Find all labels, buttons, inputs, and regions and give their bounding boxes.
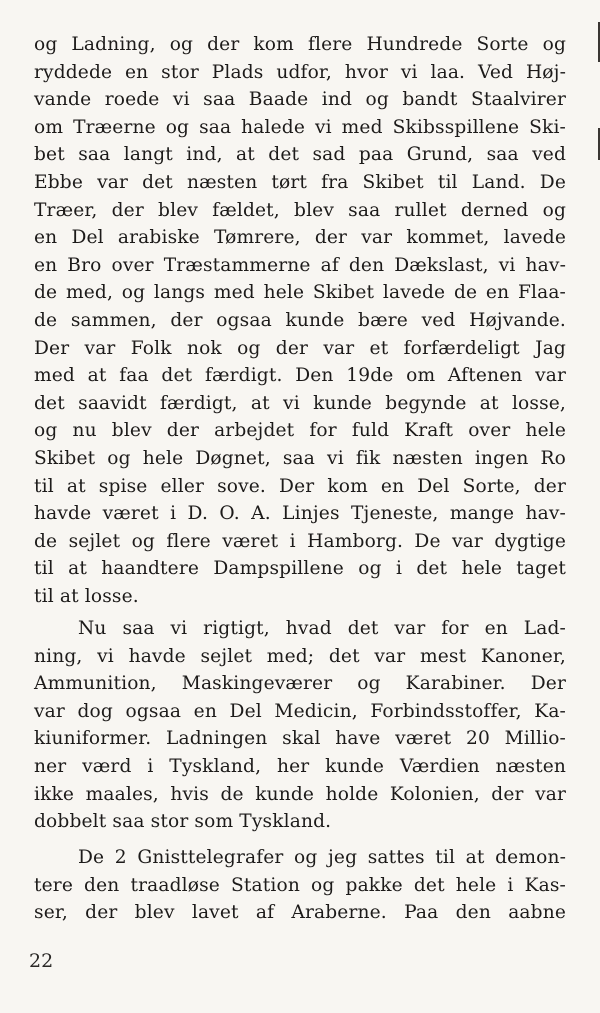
paragraph-3 xyxy=(34,844,566,927)
text-line: ner værd i Tyskland, her kunde Værdien næsten xyxy=(34,755,566,777)
text-line: en Bro over Træstammerne af den Dækslast, vi hav- xyxy=(34,254,566,276)
text-line: til at spise eller sove. Der kom en Del Sorte, der xyxy=(34,475,566,497)
text-line: Ebbe var det næsten tørt fra Skibet til Land. De xyxy=(34,171,566,193)
text-line: ryddede en stor Plads udfor, hvor vi laa. Ved Høj- xyxy=(34,61,566,83)
page-number: 22 xyxy=(29,950,54,972)
text-line: og nu blev der arbejdet for fuld Kraft over hele xyxy=(34,420,566,442)
text-line: ning, vi havde sejlet med; det var mest Kanoner, xyxy=(34,645,566,667)
text-line: det saavidt færdigt, at vi kunde begynde at losse, xyxy=(34,392,566,414)
text-line: Skibet og hele Døgnet, saa vi fik næsten ingen Ro xyxy=(34,447,566,469)
text-line: dobbelt saa stor som Tyskland. xyxy=(34,811,332,833)
text-line: de med, og langs med hele Skibet lavede de en Flaa- xyxy=(34,282,566,304)
text-line: Ammunition, Maskingeværer og Karabiner. Der xyxy=(34,673,566,695)
text-line: med at faa det færdigt. Den 19de om Aftenen var xyxy=(34,365,566,387)
text-line: til at losse. xyxy=(34,585,139,607)
text-line: bet saa langt ind, at det sad paa Grund, saa ved xyxy=(34,144,566,166)
paragraph-2 xyxy=(34,615,566,836)
text-line: om Træerne og saa halede vi med Skibsspillene Ski- xyxy=(34,116,566,138)
text-line: og Ladning, og der kom flere Hundrede Sorte og xyxy=(34,34,566,55)
text-line: kiuniformer. Ladningen skal have været 20 Millio- xyxy=(34,728,566,750)
text-line: Træer, der blev fældet, blev saa rullet derned og xyxy=(34,199,566,221)
text-line: ser, der blev lavet af Araberne. Paa den aabne xyxy=(34,902,566,924)
text-line: Der var Folk nok og der var et forfærdeligt Jag xyxy=(34,337,566,359)
text-line: var dog ogsaa en Del Medicin, Forbindsstoffer, Ka- xyxy=(34,700,566,722)
text-line: de sammen, der ogsaa kunde bære ved Højvande. xyxy=(34,309,566,331)
paragraph-1 xyxy=(34,31,566,610)
text-line: vande roede vi saa Baade ind og bandt Staalvirer xyxy=(34,89,566,111)
text-line: De 2 Gnisttelegrafer og jeg sattes til at demon- xyxy=(78,847,566,868)
text-line: til at haandtere Dampspillene og i det hele taget xyxy=(34,558,566,580)
text-line: de sejlet og flere været i Hamborg. De var dygtige xyxy=(34,530,566,552)
text-line: Nu saa vi rigtigt, hvad det var for en Lad- xyxy=(78,618,566,639)
text-line: havde været i D. O. A. Linjes Tjeneste, mange hav- xyxy=(34,503,566,525)
text-line: ikke maales, hvis de kunde holde Kolonien, der var xyxy=(34,783,566,805)
text-line: en Del arabiske Tømrere, der var kommet, lavede xyxy=(34,227,566,249)
text-line: tere den traadløse Station og pakke det hele i Kas- xyxy=(34,874,566,896)
